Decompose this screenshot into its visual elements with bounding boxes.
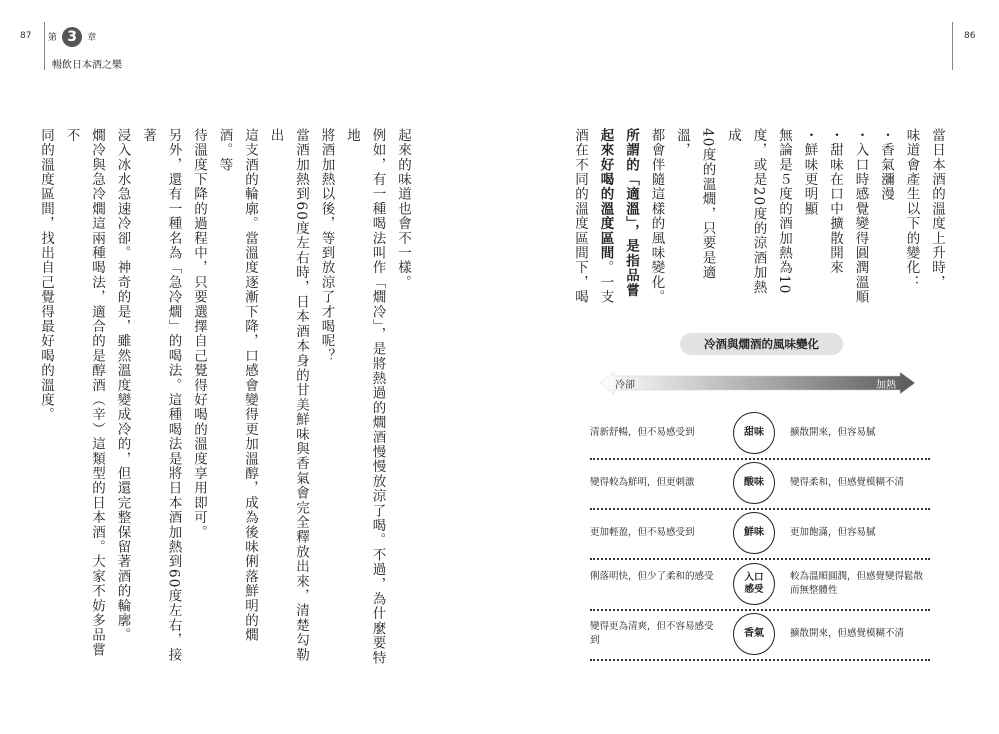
right-bullet-4: ・鮮味更明顯 [801, 128, 818, 217]
right-line-8: 度，或是20度的涼酒加熱成 [725, 128, 767, 295]
right-tail-2: 。一支 [597, 260, 614, 305]
row-2-cold: 變得較為鮮明，但更刺激 [590, 477, 695, 488]
left-para-4: 當酒加熱到60度左右時，日本酒本身的甘美鮮味與香氣會完全釋放出來，清楚勾勒出 [267, 128, 309, 663]
row-5-cold: 變得更為清爽，但不容易感受到 [590, 621, 714, 646]
row-divider [590, 458, 930, 460]
row-4-taste-circle: 入口感受 [733, 563, 775, 605]
right-line-2: 味道會產生以下的變化： [903, 128, 920, 290]
header-divider-right [952, 22, 953, 70]
left-para-8: 浸入冰水急速冷卻。神奇的是，雖然溫度變成冷的，但還完整保留著酒的輪廓。 [114, 128, 131, 643]
row-1-cold: 清新舒暢，但不易感受到 [590, 427, 695, 438]
right-bold-2: 起來好喝的溫度區間 [597, 128, 614, 261]
left-page-number: 87 [20, 31, 32, 41]
row-divider [590, 558, 930, 560]
left-para-3: 將酒加熱以後，等到放涼了才喝呢？ [318, 128, 335, 364]
row-divider [590, 609, 930, 611]
row-4-hot: 較為溫順圓潤，但感覺變得鬆散而無整體性 [790, 571, 924, 596]
left-para-1: 起來的味道也會不一樣。 [395, 128, 411, 290]
chapter-suffix: 章 [87, 33, 97, 43]
row-2-taste-circle: 酸味 [733, 462, 775, 504]
right-bold-1: 所謂的「適溫」，是指品嘗 [623, 128, 639, 298]
chapter-title: 暢飲日本酒之樂 [52, 60, 122, 71]
diagram-title: 冷酒與燗酒的風味變化 [680, 333, 843, 355]
row-divider [590, 508, 930, 510]
row-5-hot: 擴散開來，但感覺模糊不清 [790, 628, 905, 639]
right-bullet-3: ・甜味在口中擴散開來 [827, 128, 843, 275]
right-line-9: 40度的溫燗，只要是適溫， [674, 128, 716, 280]
left-body-text [33, 128, 416, 668]
right-line-10: 都會伴隨這樣的風味變化。 [648, 128, 665, 305]
hot-label: 加熱 [876, 380, 896, 391]
left-para-9: 燗冷與急冷燗這兩種喝法，適合的是醇酒（辛）這類型的日本酒。大家不妨多品嘗不 [63, 128, 105, 658]
left-para-10: 同的溫度區間，找出自己覺得最好喝的溫度。 [38, 128, 54, 422]
left-para-7: 另外，還有一種名為「急冷燗」的喝法。這種喝法是將日本酒加熱到60度左右，接著 [140, 128, 182, 663]
chapter-number: 3 [62, 27, 82, 47]
temperature-arrow [600, 372, 915, 394]
cold-label: 冷卻 [615, 380, 635, 391]
row-4-cold: 俐落明快，但少了柔和的感受 [590, 571, 714, 582]
right-body-text [567, 128, 950, 308]
row-1-hot: 擴散開來，但容易膩 [790, 427, 876, 438]
chapter-badge [48, 26, 112, 48]
row-3-hot: 更加飽滿，但容易膩 [790, 527, 876, 538]
row-2-hot: 變得柔和，但感覺模糊不清 [790, 477, 905, 488]
header-divider-left [44, 22, 45, 70]
row-3-taste-circle: 鮮味 [733, 512, 775, 554]
right-line-7: 無論是５度的酒加熱為10 [776, 128, 792, 295]
right-line-1: 當日本酒的溫度上升時， [929, 128, 945, 290]
right-page-number: 86 [964, 31, 976, 41]
left-para-6: 待溫度下降的過程中，只要選擇自己覺得好喝的溫度享用即可。 [191, 128, 207, 540]
row-1-taste-circle: 甜味 [733, 412, 775, 454]
right-bullet-1: ・香氣瀰漫 [878, 128, 894, 202]
right-last-line: 酒在不同的溫度區間下，喝 [572, 128, 588, 305]
left-para-2: 例如，有一種喝法叫作「燗冷」，是將熱過的燗酒慢慢放涼了喝。不過，為什麼要特地 [344, 128, 386, 666]
chapter-prefix: 第 [48, 33, 58, 43]
row-5-taste-circle: 香氣 [733, 613, 775, 655]
row-3-cold: 更加輕盈，但不易感受到 [590, 527, 695, 538]
left-para-5: 這支酒的輪廓。當溫度逐漸下降，口感會變得更加溫醇，成為後味俐落鮮明的燗酒。等 [216, 128, 258, 643]
row-divider [590, 659, 930, 661]
right-bullet-2: ・入口時感覺變得圓潤溫順 [852, 128, 869, 305]
